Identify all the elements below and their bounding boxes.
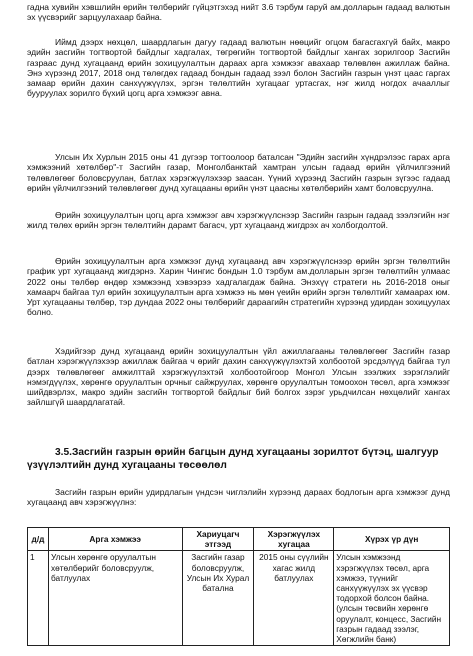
paragraph-repayment-burden: Өрийн зохицуулалтын цогц арга хэмжээг авч хэрэгжүүлснээр Засгийн газрын гадаад зээлэгийн нэг жилд төлөх өрийн эргэн төлөлтийн дарамт багасч, урт хугацаанд жигдрэх ач холбогдолтой. bbox=[27, 210, 450, 231]
header-result: Хүрэх үр дүн bbox=[334, 528, 450, 551]
cell-timeline: 2015 оны сүүлийн хагас жилд батлуулах bbox=[254, 551, 334, 646]
header-number: д/д bbox=[28, 528, 49, 551]
table-intro-text: Засгийн газрын өрийн удирдлагын үндсэн чиглэлийн хүрээнд дараах бодлогын арга хэмжээг дунд хугацаанд авч хэрэгжүүлнэ: bbox=[27, 487, 450, 508]
cell-number: 1 bbox=[28, 551, 49, 646]
section-heading: 3.5.Засгийн газрын өрийн багцын дунд хугацааны зорилтот бүтэц, шалгуур үзүүлэлтийн дунд хугацааны төсөөлөл bbox=[27, 447, 439, 471]
paragraph-foreign-currency: гадна хувийн хэвшлийн өрийн төлбөрийг гүйцэтгэхэд нийт 3.6 тэрбум гаруй ам.долларын гадаад валютын эх үүсвэрийг зарцуулахаар байна. bbox=[27, 2, 450, 23]
header-timeline: Хэрэгжүүлэх хугацаа bbox=[254, 528, 334, 551]
cell-action: Улсын хөрөнгө оруулалтын хөтөлбөрийг боловсруулж, батлуулах bbox=[48, 551, 182, 646]
cell-result: Улсын хэмжээнд хэрэгжүүлэх төсөл, арга хэмжээ, түүнийг санхүүжүүлэх эх үүсвэр тодорхой болсон байна. (улсын төсвийн хөрөнгө оруулалт, концесс, Засгийн газрын гадаад зээлэг, Хөгжлийн банк) bbox=[334, 551, 450, 646]
paragraph-parliament-resolution: Улсын Их Хурлын 2015 оны 41 дүгээр тогтоолоор баталсан "Эдийн засгийн хүндрэлээс гарах арга хэмжээний хөтөлбөр"-т Засгийн газар, Монголбанктай хамтран улсын гадаад өрийн үйлчилгээний төлөвлөгөөг боловсруулан, батлах хэрэгжүүлэхээр заасан. Үүний хүрээнд Засгийн газрын зүгээс гадаад өрийн үйлчилгээний төлөвлөгөөг дунд хугацааны өрийн үнэт цаасны хөтөлбөрийн хамт боловсруулна. bbox=[27, 152, 450, 193]
cell-responsible: Засгийн газар боловсруулж, Улсын Их Хурал батална bbox=[182, 551, 254, 646]
header-responsible: Хариуцагч этгээд bbox=[182, 528, 254, 551]
paragraph-repayment-schedule: Өрийн зохицуулалтын арга хэмжээг дунд хугацаанд авч хэрэгжүүлснээр өрийн эргэн төлөлтийн график урт хугацаанд жигдэрнэ. Харин Чингис бондын 1.0 тэрбум ам.долларын эргэн төлөлтийн улмаас 2022 оны төлбөр өндөр хэмжээнд хэвээрээ хадгалагдаж байна. Энэхүү стратеги нь 2016-2018 оныг хамаарч байгаа тул өрийн зохицуулалтын арга хэмжээ нь мөн үеийн өрийн эргэн төлөлтийг хамаарах юм. Урт хугацааны төлбөр, тэр дундаа 2022 оны төлбөрийг дараагийн стратегийн хүрээнд удирдан зохицуулах болно. bbox=[27, 256, 450, 318]
table-row bbox=[28, 551, 450, 646]
paragraph-preconditions: Хэдийгээр дунд хугацаанд өрийн зохицуулалтын үйл ажиллагааны төлөвлөгөөг Засгийн газар батлан хэрэгжүүлэхээр ажиллаж байгаа ч өрийг дахин санхүүжүүлэхтэй холбоотой эрсдэлүүд байгаа тул дээрх төлөвлөгөөг амжилттай хэрэгжүүлэхтэй холбоотойгоор Монгол Улсын зээлжих зэрэглэлийг нэмэгдүүлэх, хөрөнгө оруулалтын орчныг сайжруулах, хөрөнгө оруулалтын томоохон төсөл, арга хэмжээг шийдвэрлэх, макро эдийн засгийн тогтвортой байдлыг бий болгох зэрэг урьдчилсан нөхцөлийг хангах зайлшгүй шаардлагатай. bbox=[27, 346, 450, 408]
policy-measures-table bbox=[27, 527, 450, 646]
table-header-row bbox=[28, 528, 450, 551]
paragraph-debt-measures: Иймд дээрх нөхцөл, шаардлагын дагуу гадаад валютын нөөцийг огцом багасгахгүй байх, макро эдийн засгийн тогтвортой байдлыг хадгалах, төгрөгийн тогтвортой байдлыг хангах зорилгоор Засгийн газраас дунд хугацаанд өрийн зохицуулалтын дараах арга хэмжээг авахаар төлөвлөн ажиллаж байна. Энэ хүрээнд 2017, 2018 онд төлөгдөх гадаад бондын гадаад зээл болон Засгийн газрын үнэт цаас гаргах замаар өрийн дахин санхүүжүүлэх, эргэн төлөлтийн хугацааг уртасгах, нэг жилд ногдох ачааллыг бууруулах зорилго бүхий цогц арга хэмжээг авна. bbox=[27, 37, 450, 99]
header-action: Арга хэмжээ bbox=[48, 528, 182, 551]
